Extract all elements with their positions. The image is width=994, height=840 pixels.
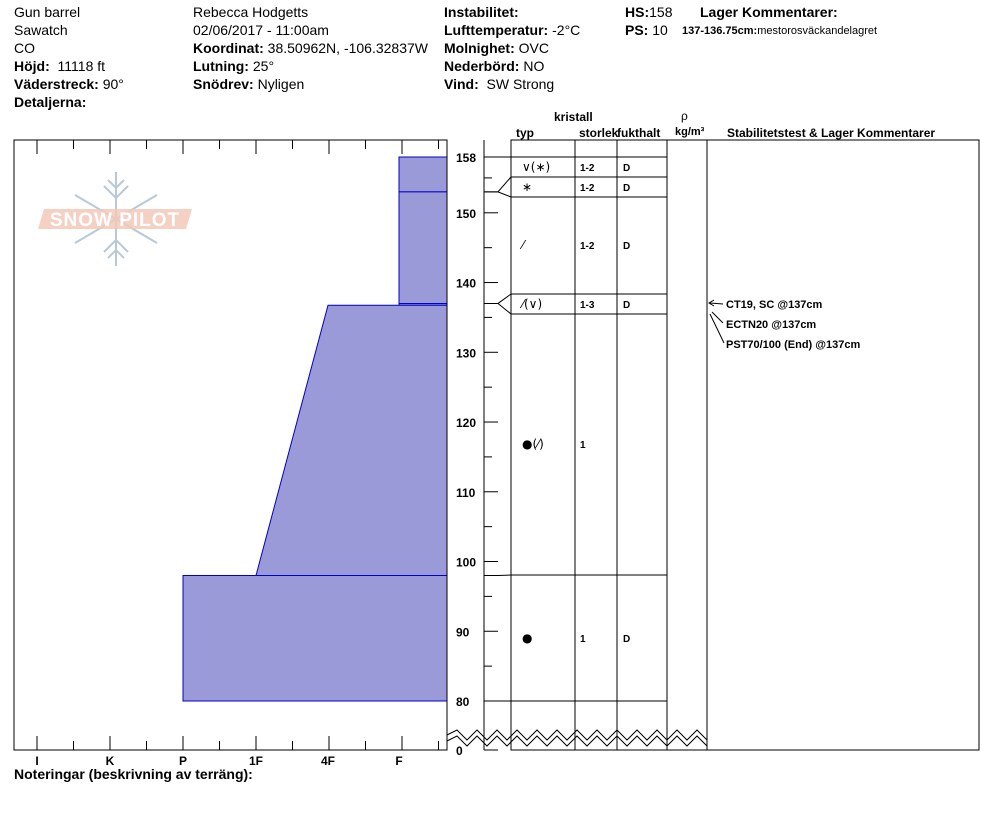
moisture: D	[623, 634, 631, 645]
observer-name: Rebecca Hodgetts	[193, 4, 309, 20]
layer-connector	[484, 177, 511, 192]
depth-tick-label: 100	[456, 555, 477, 570]
aspect-label: Väderstreck:	[14, 76, 99, 92]
column-headers	[516, 109, 935, 140]
details-label: Detaljerna:	[14, 94, 87, 110]
airtemp-value: -2°C	[552, 22, 581, 38]
axis-break	[447, 730, 707, 746]
x-tick-label: 4F	[320, 754, 336, 768]
header-rho: ρ	[681, 109, 688, 123]
location-name: Gun barrel	[14, 4, 81, 20]
depth-tick-label: 90	[456, 625, 470, 640]
layer-connector	[484, 294, 511, 303]
x-tick-label: K	[105, 754, 115, 768]
notes-label: Noteringar (beskrivning av terräng):	[14, 766, 253, 782]
drift-value: Nyligen	[257, 76, 305, 92]
layer-connector	[484, 303, 511, 314]
hardness-plot	[14, 140, 447, 768]
depth-tick-label: 158	[456, 151, 477, 165]
grain-size: 1-2	[580, 163, 595, 174]
header-stability: Stabilitetstest & Lager Kommentarer	[727, 126, 936, 140]
depth-tick-label: 0	[456, 744, 463, 758]
grain-size: 1-3	[580, 300, 595, 311]
state: CO	[14, 40, 35, 56]
precip-label: Nederbörd:	[444, 58, 520, 74]
grain-type: ●	[522, 631, 533, 645]
coordinate-label: Koordinat:	[193, 40, 264, 56]
slope-value: 25°	[252, 58, 275, 74]
header-size: storlek	[579, 126, 619, 140]
layer-connector	[484, 192, 511, 197]
stability-test-1: CT19, SC @137cm	[726, 299, 823, 311]
moisture: D	[623, 163, 631, 174]
axis-break-zigzag	[447, 730, 707, 740]
precip-value: NO	[523, 58, 545, 74]
stability-tests	[709, 299, 860, 351]
sky-value: OVC	[518, 40, 549, 56]
elevation-label: Höjd:	[14, 58, 50, 74]
x-tick-label: 1F	[248, 754, 264, 768]
grain-type: ●(⁄)	[522, 437, 544, 451]
drift-label: Snödrev:	[193, 76, 254, 92]
layer-comment-text: mestorosväckandelagret	[757, 25, 878, 37]
hardness-layer	[399, 192, 447, 304]
grain-type: ⁄	[522, 238, 525, 252]
depth-tick-label: 120	[456, 416, 477, 431]
logo-text: SNOW PILOT	[49, 210, 181, 231]
moisture: D	[623, 241, 631, 252]
header-type: typ	[516, 126, 534, 140]
moisture: D	[623, 183, 631, 194]
x-tick-label: I	[35, 754, 39, 768]
header-crystal: kristall	[554, 110, 593, 124]
header-moisture: fukthalt	[617, 126, 661, 140]
stability-test-2: ECTN20 @137cm	[726, 319, 817, 331]
moisture: D	[623, 300, 631, 311]
wind-label: Vind:	[444, 76, 479, 92]
airtemp-label: Lufttemperatur:	[444, 22, 549, 38]
layer-comments-title: Lager Kommentarer:	[700, 4, 838, 20]
aspect-value: 90°	[102, 76, 124, 92]
depth-tick-label: 110	[456, 485, 476, 500]
stability-arrow-3	[710, 314, 724, 343]
sky-label: Molnighet:	[444, 40, 515, 56]
hs-value: 158	[649, 4, 673, 20]
depth-tick-label: 140	[456, 276, 477, 291]
layer-table	[511, 140, 979, 750]
ps-label: PS:	[625, 22, 649, 38]
stability-test-3: PST70/100 (End) @137cm	[726, 339, 861, 351]
axis-break-zigzag	[447, 736, 707, 746]
hs-label: HS:	[625, 4, 650, 20]
coordinate-value: 38.50962N, -106.32837W	[267, 40, 428, 56]
observation-datetime: 02/06/2017 - 11:00am	[193, 22, 329, 38]
depth-axis	[447, 140, 707, 758]
grain-type: ∗	[522, 180, 533, 194]
hardness-layer	[399, 157, 447, 192]
wind-value: SW Strong	[486, 76, 555, 92]
stability-arrow-1	[710, 303, 723, 304]
grain-size: 1-2	[580, 241, 595, 252]
grain-size: 1-2	[580, 183, 595, 194]
depth-tick-label: 150	[456, 206, 477, 221]
instability-label: Instabilitet:	[444, 4, 519, 20]
depth-tick-label: 130	[456, 346, 477, 361]
depth-tick-label: 80	[456, 695, 470, 709]
hardness-layer	[256, 305, 447, 575]
layer-comment-range: 137-136.75cm:	[682, 25, 758, 37]
x-tick-label: P	[178, 754, 188, 768]
grain-type: ∨(∗)	[522, 160, 551, 174]
grain-type: ⁄(∨)	[522, 297, 543, 311]
hardness-layer	[183, 575, 447, 701]
slope-label: Lutning:	[193, 58, 249, 74]
grain-size: 1	[580, 440, 586, 451]
x-tick-label: F	[395, 754, 403, 768]
header-density-unit: kg/m³	[675, 126, 705, 138]
elevation-value: 11118 ft	[57, 58, 106, 74]
grain-size: 1	[580, 634, 586, 645]
mountain-range: Sawatch	[14, 22, 68, 38]
ps-value: 10	[652, 22, 668, 38]
snowpilot-logo	[38, 172, 192, 266]
